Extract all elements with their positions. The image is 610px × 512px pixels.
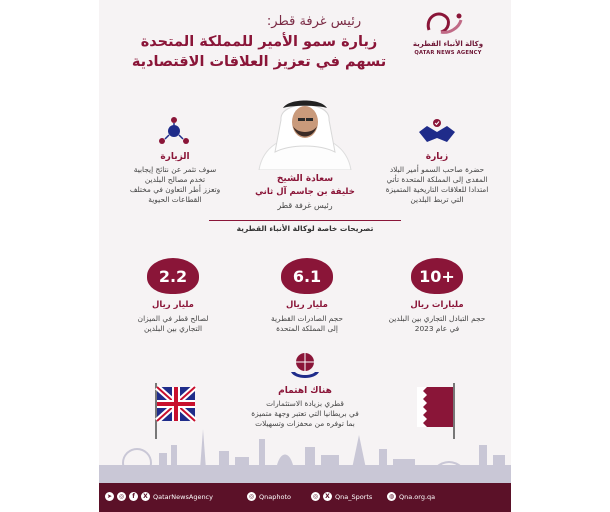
right-block-text [369,165,505,205]
instagram-icon: ◎ [248,493,255,500]
interest-text-line: بما توفره من محفزات وتسهيلات [255,419,355,428]
instagram-icon: ◎ [312,493,319,500]
stat-description [252,314,362,334]
interest-text-line: قطري بزيادة الاستثمارات [266,399,344,408]
infographic-canvas [99,0,511,512]
footer-handle-main: QatarNewsAgency [153,492,213,501]
stat-unit: مليار ريال [286,300,328,310]
footer-social-photo[interactable] [247,492,291,501]
handshake-icon [417,118,457,148]
speaker-honorific: سعادة الشيخ [276,174,334,184]
stat-value: 6.1 [281,258,333,294]
headline-line-2: تسهم في تعزيز العلاقات الاقتصادية [131,54,387,70]
stat-text-line: حجم التبادل التجاري بين البلدين [388,314,486,323]
footer-handle-photo: Qnaphoto [259,492,291,501]
instagram-icon: ◎ [118,493,125,500]
telegram-icon: ➤ [106,493,113,500]
footer-site: Qna.org.qa [399,492,436,501]
x-icon: X [323,492,332,501]
headline-line-1: زيارة سمو الأمير للمملكة المتحدة [140,34,378,50]
left-text-line: تخدم مصالح البلدين [144,175,206,184]
footer-bar [99,483,511,512]
globe-hands-icon [289,350,321,384]
agency-name-en: QATAR NEWS AGENCY [414,50,482,56]
stat-unit: مليارات ريال [410,300,464,310]
agency-name-ar: وكالة الأنباء القطرية [412,40,484,48]
right-text-line: التي تربط البلدين [410,195,464,204]
stat-description [118,314,228,334]
stat-text-line: في عام 2023 [414,324,460,333]
stat-card-balance [147,258,199,294]
stat-card-trade [411,258,463,294]
network-icon [157,116,191,146]
left-text-line: القطاعات الحيوية [148,195,202,204]
headline-kicker: رئيس غرفة قطر: [266,14,362,29]
uk-flag-icon [153,383,197,439]
left-block-title: الزيارة [160,152,190,162]
stat-text-line: إلى المملكة المتحدة [276,324,338,333]
right-text-line: المفدى إلى المملكة المتحدة تأتي [386,175,488,184]
interest-text-line: في بريطانيا التي تعتبر وجهة متميزة [251,409,359,418]
qatar-flag-icon [413,383,457,439]
exclusive-statement-note: تصريحات خاصة لوكالة الأنباء القطرية [209,220,401,233]
stat-description [382,314,492,334]
stat-card-exports [281,258,333,294]
stat-text-line: حجم الصادرات القطرية [271,314,343,323]
left-block-text [107,165,243,205]
stat-value: 10+ [411,258,463,294]
left-text-line: وتعزز أطر التعاون في مختلف [129,185,221,194]
x-icon: X [141,492,150,501]
right-block-title: زيارة [425,152,449,162]
facebook-icon: f [129,492,138,501]
right-text-line: حضرة صاحب السمو أمير البلاد [389,165,485,174]
stat-text-line: لصالح قطر في الميزان [137,314,209,323]
speaker-portrait [249,90,361,170]
left-text-line: سوف تثمر عن نتائج إيجابية [133,165,217,174]
stat-value: 2.2 [147,258,199,294]
right-text-line: امتدادا للعلاقات التاريخية المتميزة [385,185,489,194]
footer-handle-sports: Qna_Sports [335,492,373,501]
qna-logo-icon [419,8,471,38]
footer-social-main[interactable] [105,492,213,501]
speaker-title: رئيس غرفة قطر [277,201,333,210]
footer-social-sports[interactable] [311,492,372,501]
speaker-name: خليفة بن جاسم آل ثاني [255,187,355,197]
stat-unit: مليار ريال [152,300,194,310]
stat-text-line: التجاري بين البلدين [143,324,203,333]
interest-title: هناك اهتمام [278,386,332,396]
footer-website[interactable] [387,492,435,501]
globe-icon: ◍ [388,493,395,500]
